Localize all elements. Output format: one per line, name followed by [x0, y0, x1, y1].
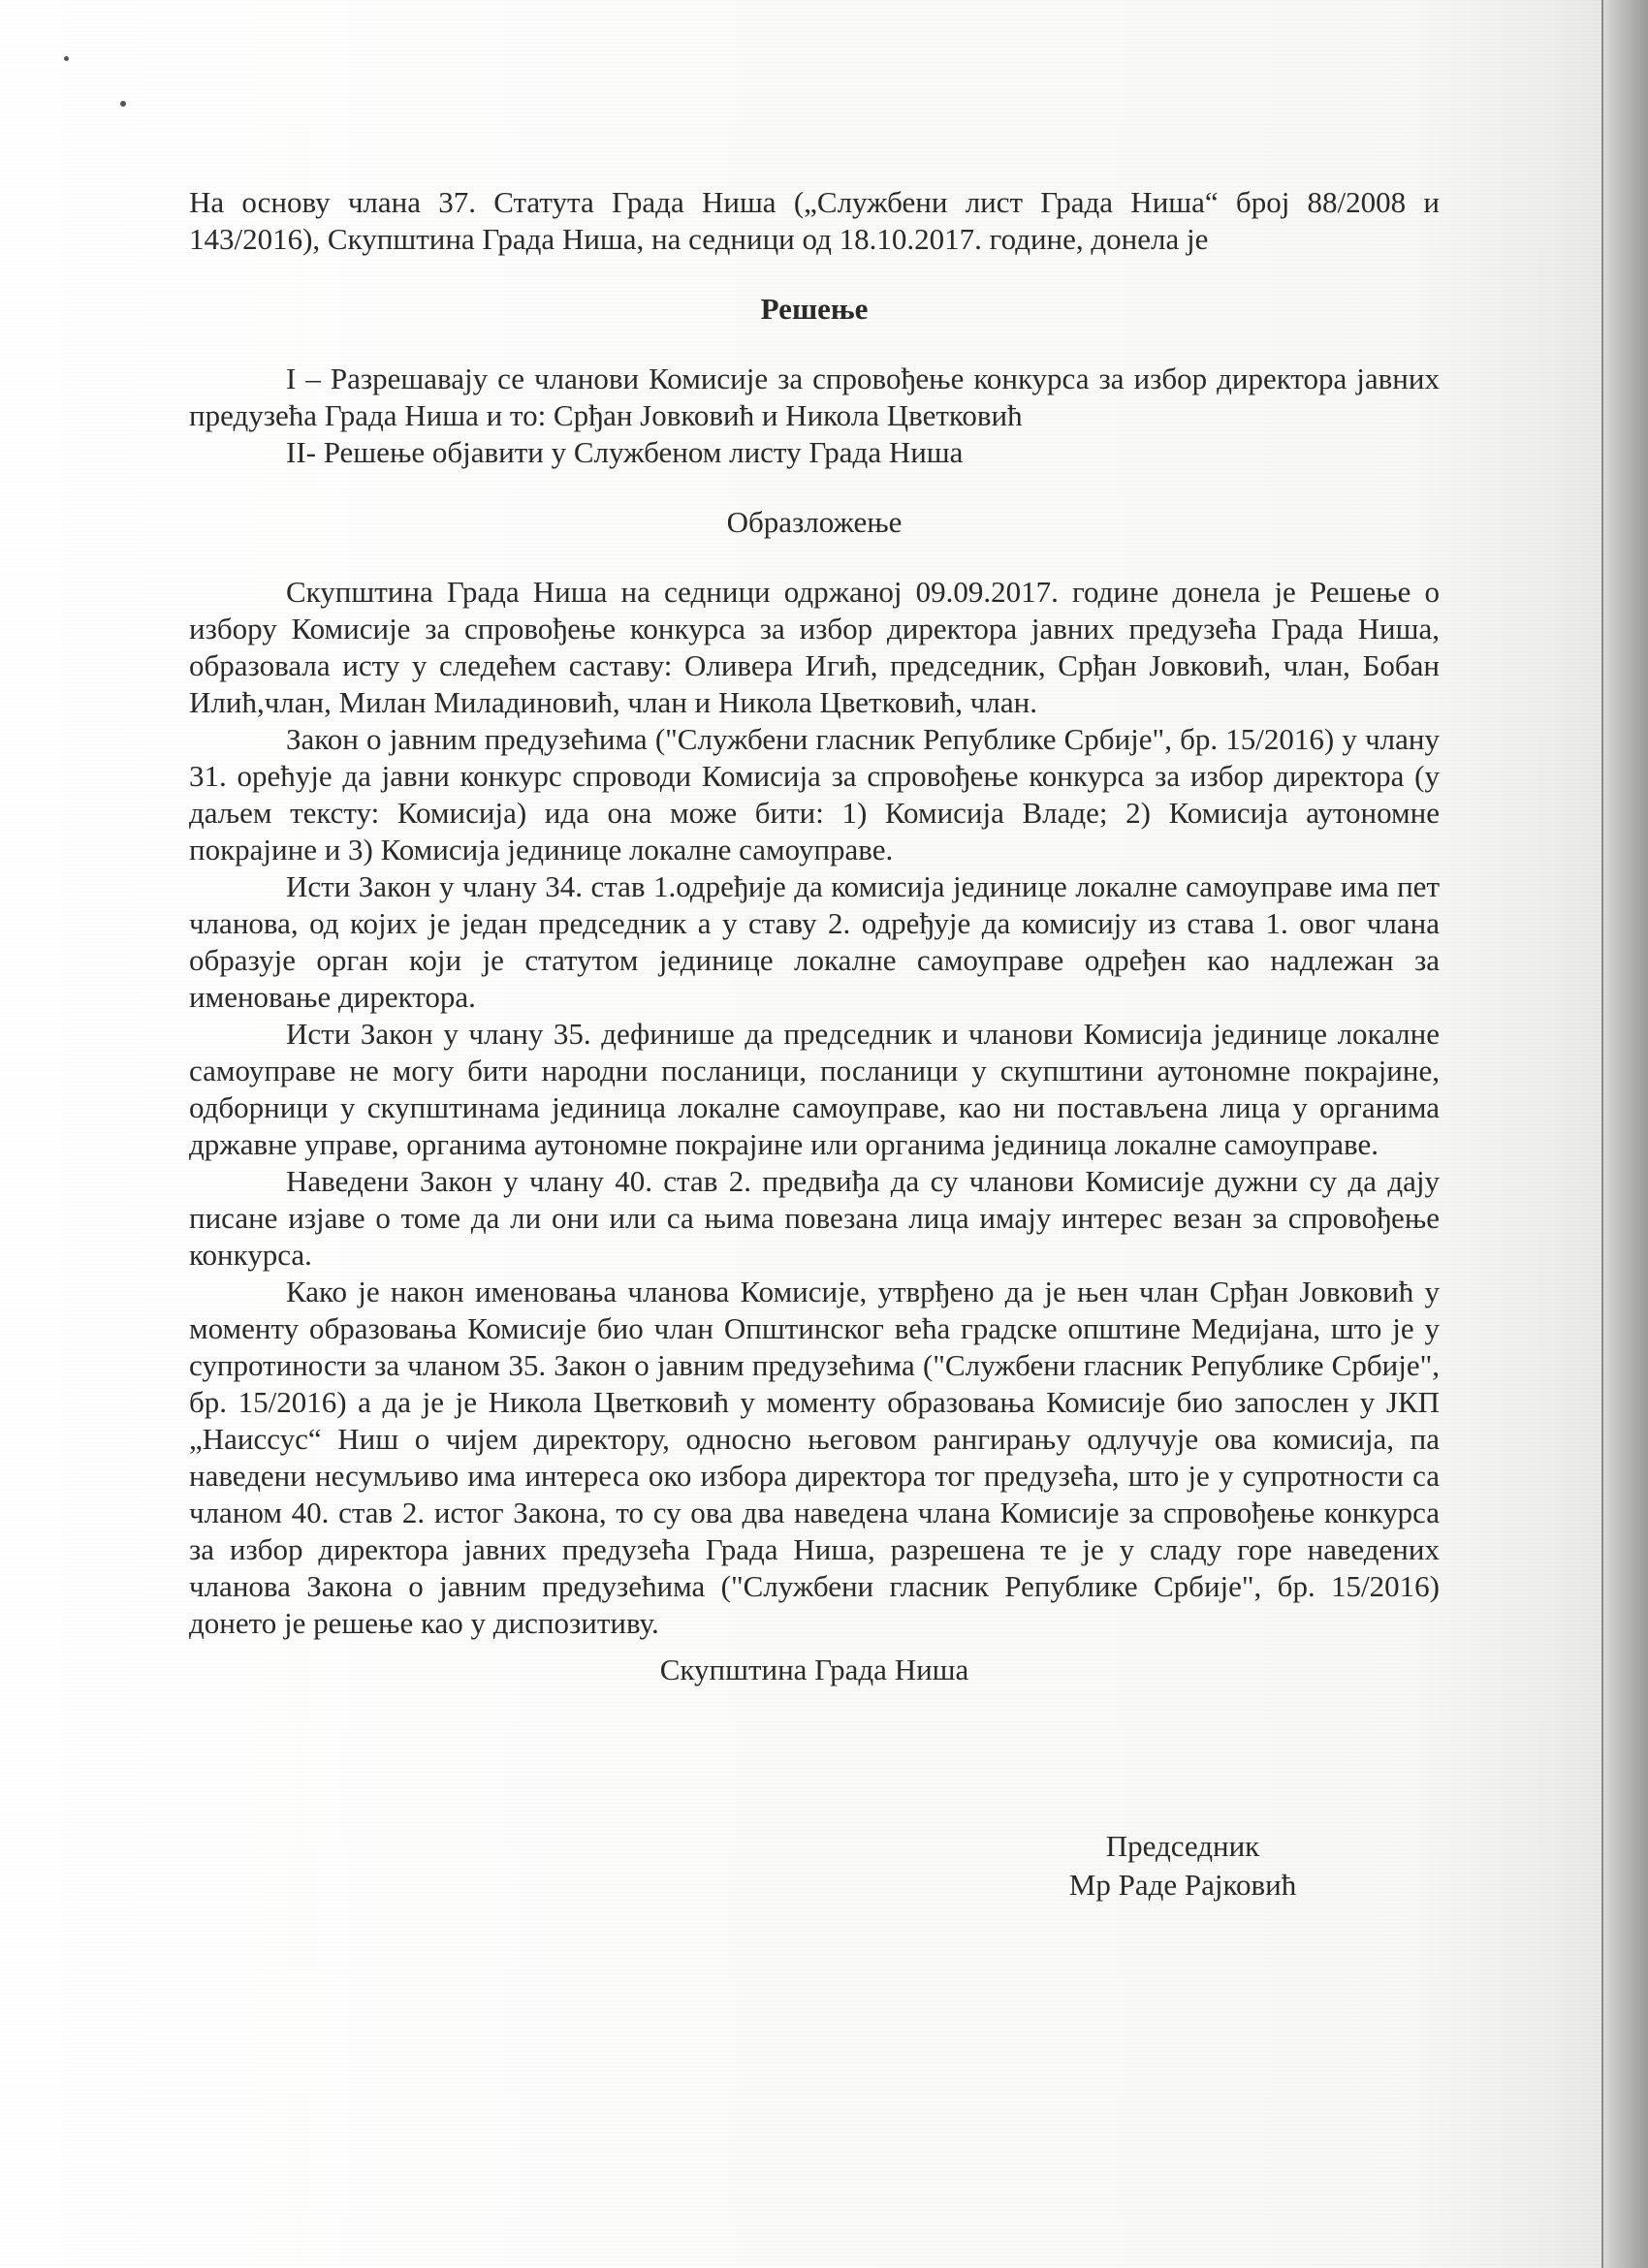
document-body: [189, 184, 1440, 1718]
decision-item-2: II- Решење објавити у Службеном листу Града Ниша: [286, 435, 964, 469]
reasoning-paragraph: Исти Закон у члану 34. став 1.одређије да комисија јединице локалне самоуправе има пет чланова, од којих је један председник а у ставу 2. одређује да комисију из става 1. овог члана образује орган који је статутом јединице локалне самоуправе одређен као надлежан за именовање директора.: [189, 869, 1440, 1014]
preamble: На основу члана 37. Статута Града Ниша („Службени лист Града Ниша“ број 88/2008 и 143/2016), Скупштина Града Ниша, на седници од 18.10.2017. године, донела је: [189, 185, 1440, 256]
signature-name: Мр Раде Рајковић: [1068, 1868, 1297, 1902]
signature-block: [1057, 1827, 1309, 1905]
document-title: Решење: [760, 292, 869, 326]
reasoning-paragraph: Скупштина Града Ниша на седници одржаној 09.09.2017. године донела је Решење о избору Комисије за спровођење конкурса за избор директора јавних предузећа Града Ниша, образовала исту у следећем саставу: Оливера Игић, председник, Срђан Јовковић, члан, Бобан Илић,члан, Милан Миладиновић, члан и Никола Цветковић, члан.: [189, 575, 1440, 719]
reasoning-paragraph: Исти Закон у члану 35. дефинише да председник и чланови Комисија јединице локалне самоуправе не могу бити народни посланици, посланици у скупштини аутономне покрајине, одборници у скупштинама јединица локалне самоуправе, као ни постављена лица у органима државне управе, органима аутономне покрајине или органима јединица локалне самоуправе.: [189, 1017, 1440, 1161]
issuer: Скупштина Града Ниша: [659, 1653, 969, 1686]
scan-edge-line: [1601, 0, 1603, 2268]
reasoning-paragraph: Закон о јавним предузећима ("Службени гласник Републике Србије", бр. 15/2016) у члану 31. орећује да јавни конкурс спроводи Комисија за спровођење конкурса за избор директора (у даљем тексту: Комисија) ида она може бити: 1) Комисија Владе; 2) Комисија аутономне покрајине и 3) Комисија јединице локалне самоуправе.: [189, 722, 1440, 866]
signature-role: Председник: [1105, 1829, 1260, 1863]
reasoning-paragraph: Како је након именовања чланова Комисије, утврђено да је њен члан Срђан Јовковић у моменту образовања Комисије био члан Општинског већа градске општине Медијана, што је у супротиности за чланом 35. Закон о јавним предузећима ("Службени гласник Републике Србије", бр. 15/2016) а да је је Никола Цветковић у моменту образовања Комисије био запослен у ЈКП „Наиссус“ Ниш о чијем директору, односно његовом рангирању одлучује ова комисија, па наведени несумљиво има интереса око избора директора тог предузећа, што је у супротности са чланом 40. став 2. истог Закона, то су ова два наведена члана Комисије за спровођење конкурса за избор директора јавних предузећа Града Ниша, разрешена те је у сладу горе наведених чланова Закона о јавним предузећима ("Службени гласник Републике Србије", бр. 15/2016) донето је решење као у диспозитиву.: [189, 1275, 1440, 1640]
scan-speck: [120, 101, 126, 107]
decision-item-1: I – Разрешавају се чланови Комисије за спровођење конкурса за избор директора јавних предузећа Града Ниша и то: Срђан Јовковић и Никола Цветковић: [189, 362, 1440, 432]
scan-speck: [64, 56, 69, 61]
reasoning-title: Образложење: [726, 505, 903, 539]
reasoning-paragraph: Наведени Закон у члану 40. став 2. предвиђа да су чланови Комисије дужни су да дају писане изјаве о томе да ли они или са њима повезана лица имају интерес везан за спровођење конкурса.: [189, 1164, 1440, 1272]
scan-edge-shadow: [1603, 0, 1648, 2268]
